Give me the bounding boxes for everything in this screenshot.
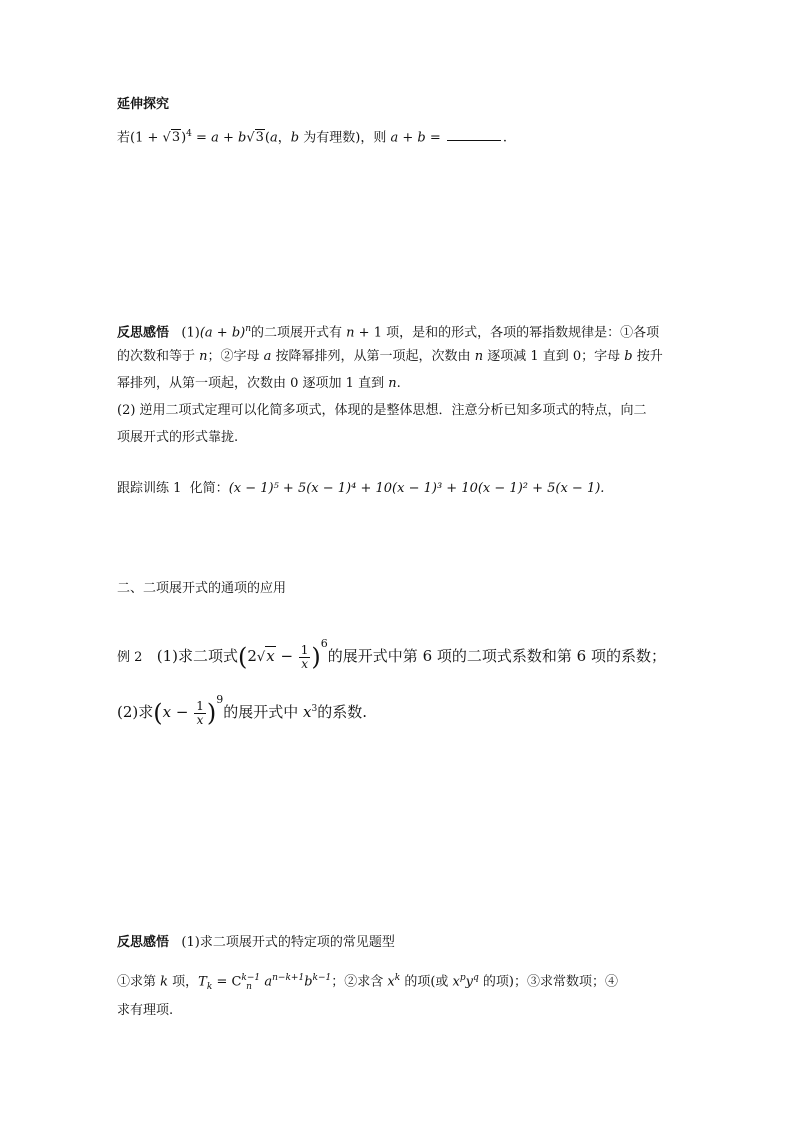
reflection1-line4: (2) 逆用二项式定理可以化简多项式，体现的是整体思想．注意分析已知多项式的特点，向二 (117, 403, 647, 418)
reflection2-line1: 反思感悟 (1)求二项展开式的特定项的常见题型 (117, 935, 395, 950)
example2-label: 例 2 (117, 650, 143, 665)
exercise1: 跟踪训练 1 化简：(x − 1)⁵ + 5(x − 1)⁴ + 10(x − 1)³ + 10(x − 1)² + 5(x − 1). (117, 481, 605, 496)
section2-heading: 二、二项展开式的通项的应用 (117, 581, 287, 596)
reflection1-line5: 项展开式的形式靠拢. (117, 430, 239, 445)
reflection1-line1: 反思感悟 $(1)(a + b)^n$的二项展开式有 n + 1 项，是和的形式，各项的幂指数规律是：①各项 (117, 324, 660, 341)
extension-heading: 延伸探究 (117, 97, 170, 112)
answer-blank (447, 128, 501, 141)
reflection2-line3: 求有理项. (117, 1003, 174, 1018)
example2-part2: (2)求(x − $\frac{1}{x}$ )$^9$的展开式中 $x^3$的系数. (117, 693, 367, 727)
extension-problem: 若$(1 + √3)^4 = a + b√3(a$，b 为有理数)，则 a + b = . (117, 129, 508, 146)
exercise1-expr: (x − 1)⁵ + 5(x − 1)⁴ + 10(x − 1)³ + 10(x − 1)² + 5(x − 1). (228, 481, 605, 496)
reflection1-line2: 的次数和等于 n；②字母 a 按降幂排列，从第一项起，次数由 n 逐项减 1 直到 0；字母 b 按升 (117, 349, 663, 364)
example2-part1: 例 2 (1)求二项式(2√x − $\frac{1}{x}$ )$^6$的展开式中第 6 项的二项式系数和第 6 项的系数； (117, 637, 666, 671)
exercise1-label: 跟踪训练 1 (117, 481, 182, 496)
reflection1-line3: 幂排列，从第一项起，次数由 0 逐项加 1 直到 n. (117, 376, 401, 391)
reflection2-line2: ①求第 k 项，$T_k = C^{k-1}_n$ $a^{n-k+1}b^{k-1}$；②求含 $x^k$ 的项(或 $x^py^q$ 的项)；③求常数项；④ (117, 973, 618, 992)
